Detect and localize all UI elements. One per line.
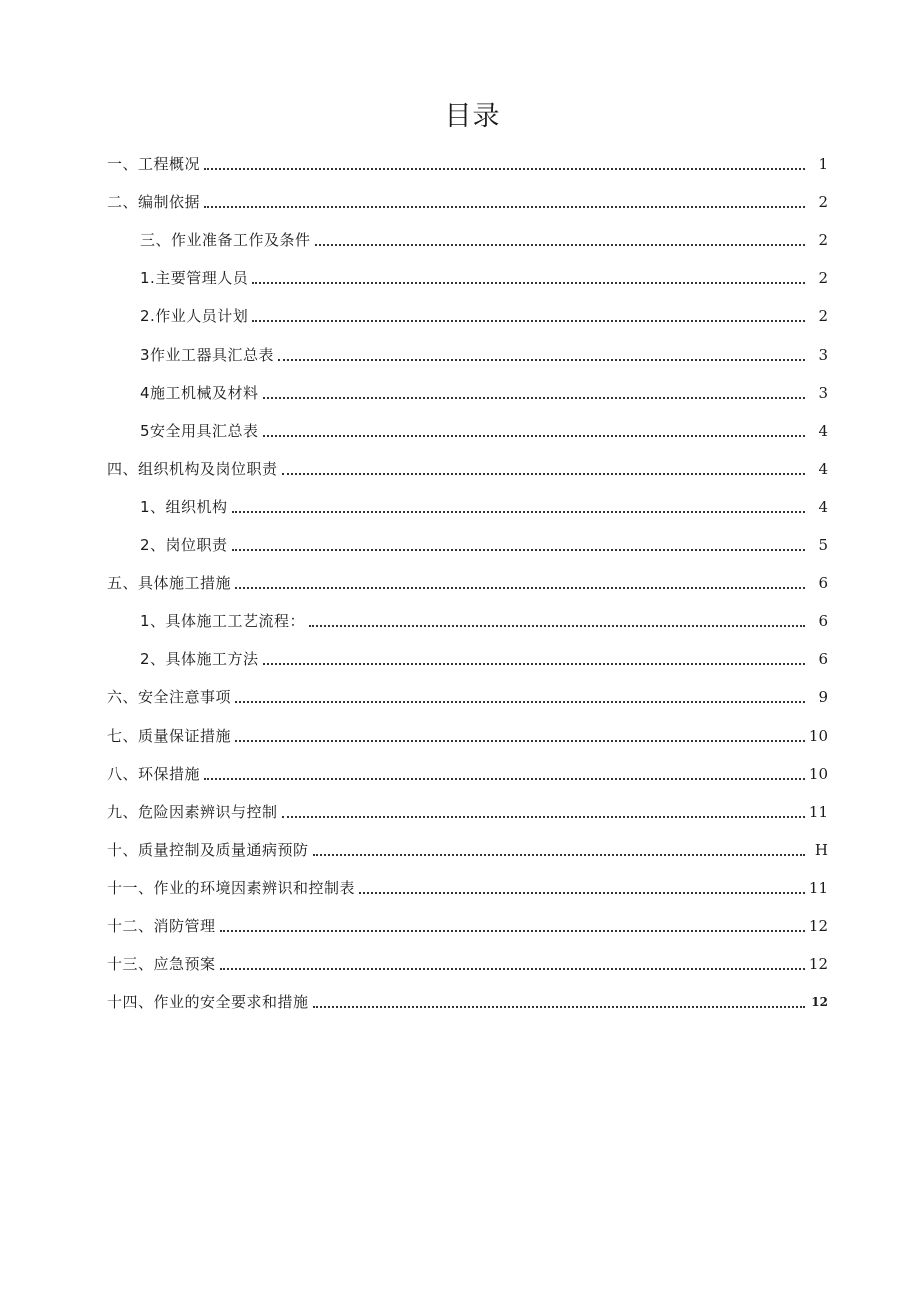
toc-page-number: 12 xyxy=(808,955,828,974)
toc-page-number: 2 xyxy=(818,231,828,250)
toc-entry[interactable] xyxy=(0,484,920,522)
toc-entry-label: 4施工机械及材料 xyxy=(140,383,259,402)
toc-page-number: 4 xyxy=(818,421,828,440)
toc-entry[interactable] xyxy=(0,293,920,331)
toc-page-number: 2 xyxy=(818,269,828,288)
toc-entry-label: 十四、作业的安全要求和措施 xyxy=(107,993,309,1012)
toc-entry[interactable] xyxy=(0,712,920,750)
toc-dot-leader xyxy=(359,882,805,894)
toc-entry[interactable] xyxy=(0,789,920,827)
toc-entry-label: 一、工程概况 xyxy=(107,155,201,174)
toc-entry[interactable] xyxy=(0,636,920,674)
toc-page-number: 12 xyxy=(811,995,828,1010)
toc-dot-leader xyxy=(232,501,805,513)
toc-entry-label: 八、环保措施 xyxy=(107,764,201,783)
toc-entry-label: 1、组织机构 xyxy=(140,497,228,516)
toc-page-number: 3 xyxy=(818,383,828,402)
toc-dot-leader xyxy=(235,691,805,703)
toc-entry[interactable] xyxy=(0,217,920,255)
toc-page-number: 10 xyxy=(808,726,828,745)
toc-dot-leader xyxy=(235,730,805,742)
toc-dot-leader xyxy=(204,158,805,170)
toc-entry[interactable] xyxy=(0,141,920,179)
toc-entry-label: 四、组织机构及岗位职责 xyxy=(107,459,278,478)
toc-entry-label: 5安全用具汇总表 xyxy=(140,421,259,440)
toc-page-number: 4 xyxy=(818,459,828,478)
toc-page-number: 6 xyxy=(818,612,828,631)
toc-dot-leader xyxy=(315,234,805,246)
toc-dot-leader xyxy=(220,958,805,970)
toc-entry[interactable] xyxy=(0,331,920,369)
toc-entry-label: 十一、作业的环境因素辨识和控制表 xyxy=(107,878,356,897)
toc-entry-label: 九、危险因素辨识与控制 xyxy=(107,802,278,821)
toc-entry[interactable] xyxy=(0,674,920,712)
toc-page-number: 3 xyxy=(818,345,828,364)
toc-entry[interactable] xyxy=(0,408,920,446)
toc-page-number: 12 xyxy=(808,916,828,935)
toc-entry-label: 2、岗位职责 xyxy=(140,536,228,555)
toc-dot-leader xyxy=(282,463,805,475)
toc-entry-label: 三、作业准备工作及条件 xyxy=(140,231,311,250)
toc-entry[interactable] xyxy=(0,598,920,636)
toc-page-number: 5 xyxy=(818,536,828,555)
toc-title: 目录 xyxy=(444,101,501,132)
toc-page-number: 11 xyxy=(808,802,828,821)
toc-dot-leader xyxy=(313,844,805,856)
toc-entry-label: 十二、消防管理 xyxy=(107,916,216,935)
toc-entry[interactable] xyxy=(0,903,920,941)
toc-entry-label: 七、质量保证措施 xyxy=(107,726,232,745)
toc-entry-label: 二、编制依据 xyxy=(107,193,201,212)
toc-page-number: H xyxy=(814,840,828,859)
toc-dot-leader xyxy=(235,577,805,589)
toc-dot-leader xyxy=(252,310,805,322)
toc-entry[interactable] xyxy=(0,979,920,1017)
toc-entry[interactable] xyxy=(0,827,920,865)
toc-dot-leader xyxy=(278,349,805,361)
toc-entry-label: 十三、应急预案 xyxy=(107,955,216,974)
toc-entry-label: 1、具体施工工艺流程： xyxy=(140,612,306,631)
toc-page-number: 4 xyxy=(818,497,828,516)
toc-entry-label: 3作业工器具汇总表 xyxy=(140,345,275,364)
toc-entry-label: 六、安全注意事项 xyxy=(107,688,232,707)
toc-dot-leader xyxy=(220,920,805,932)
toc-dot-leader xyxy=(282,806,805,818)
toc-entry-label: 2.作业人员计划 xyxy=(140,307,249,326)
toc-entry-label: 十、质量控制及质量通病预防 xyxy=(107,840,309,859)
toc-entry[interactable] xyxy=(0,865,920,903)
toc-dot-leader xyxy=(263,425,805,437)
toc-entry[interactable] xyxy=(0,255,920,293)
toc-entry-label: 1.主要管理人员 xyxy=(140,269,249,288)
toc-entry[interactable] xyxy=(0,179,920,217)
toc-page-number: 1 xyxy=(818,155,828,174)
toc-dot-leader xyxy=(263,387,805,399)
toc-page-number: 6 xyxy=(818,650,828,669)
toc-dot-leader xyxy=(263,653,805,665)
toc-entry[interactable] xyxy=(0,446,920,484)
toc-dot-leader xyxy=(309,615,805,627)
toc-dot-leader xyxy=(313,996,805,1008)
toc-page-number: 6 xyxy=(818,574,828,593)
toc-entry[interactable] xyxy=(0,560,920,598)
toc-entry[interactable] xyxy=(0,370,920,408)
toc-dot-leader xyxy=(204,196,805,208)
toc-dot-leader xyxy=(232,539,805,551)
toc-dot-leader xyxy=(252,272,805,284)
toc-entry[interactable] xyxy=(0,751,920,789)
toc-entry[interactable] xyxy=(0,522,920,560)
toc-page-number: 9 xyxy=(818,688,828,707)
toc-dot-leader xyxy=(204,768,805,780)
toc-page-number: 10 xyxy=(808,764,828,783)
toc-page-number: 2 xyxy=(818,307,828,326)
toc-entry[interactable] xyxy=(0,941,920,979)
toc-page-number: 11 xyxy=(808,878,828,897)
toc-entry-label: 五、具体施工措施 xyxy=(107,574,232,593)
toc-entry-label: 2、具体施工方法 xyxy=(140,650,259,669)
toc-list xyxy=(0,141,920,1017)
toc-page-number: 2 xyxy=(818,193,828,212)
